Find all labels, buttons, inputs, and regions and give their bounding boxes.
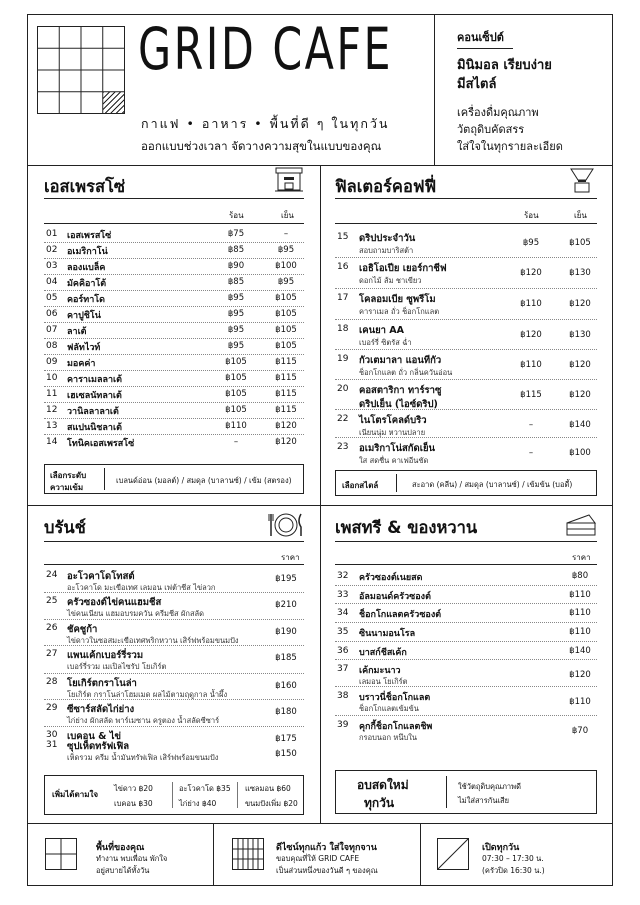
pastry-row-separator	[335, 585, 597, 586]
header-divider	[434, 14, 435, 165]
espresso-item-iced-price: ฿120	[275, 421, 297, 431]
espresso-item-iced-price: ฿105	[275, 325, 297, 335]
filter-item-name-2: ดริปเย็น (ไอซ์ดริป)	[359, 399, 438, 410]
espresso-row-separator	[44, 370, 304, 371]
espresso-item-number: 01	[46, 229, 58, 239]
addon-option: ขนมปังเพิ่ม ฿20	[245, 799, 298, 808]
footer-hours-line-1: 07:30 – 17:30 น.	[482, 854, 544, 863]
espresso-item-number: 09	[46, 357, 58, 367]
pastry-item-desc: กรอบนอก หนึบใน	[359, 733, 418, 742]
filter-title-line	[335, 198, 597, 199]
fresh-desc-2: ไม่ใส่สารกันเสีย	[458, 796, 509, 805]
footer-space-title: พื้นที่ของคุณ	[96, 843, 145, 853]
footer-divider-2	[420, 823, 421, 886]
pastry-item-number: 35	[337, 627, 349, 637]
espresso-title-line	[44, 198, 304, 199]
filter-item-iced-price: ฿140	[569, 420, 591, 430]
brunch-item-price: ฿210	[275, 600, 297, 610]
pastry-item-price: ฿110	[569, 627, 591, 637]
pastry-item-number: 36	[337, 646, 349, 656]
pastry-item-number: 38	[337, 691, 349, 701]
espresso-iced-header: เย็น	[281, 211, 294, 220]
filter-item-name: คอสตาริกา ทาร์ราซู	[359, 385, 442, 396]
espresso-row-separator	[44, 306, 304, 307]
brunch-row-separator	[44, 592, 304, 593]
brand-title: GRID CAFE	[138, 15, 393, 83]
pastry-item-number: 39	[337, 720, 349, 730]
espresso-item-iced-price: –	[283, 229, 289, 239]
filter-item-hot-price: –	[528, 420, 534, 430]
pastry-row-separator	[335, 603, 597, 604]
espresso-item-number: 06	[46, 309, 58, 319]
brunch-item-number: 28	[46, 677, 58, 687]
logo-hatch	[103, 92, 124, 113]
espresso-item-iced-price: ฿115	[275, 389, 297, 399]
pastry-price-header: ราคา	[572, 553, 591, 562]
brunch-row-separator	[44, 645, 304, 646]
espresso-hot-header: ร้อน	[229, 211, 244, 220]
espresso-row-separator	[44, 386, 304, 387]
filter-item-number: 18	[337, 324, 349, 334]
addon-option: แซลมอน ฿60	[245, 784, 291, 793]
espresso-row-separator	[44, 418, 304, 419]
espresso-item-hot-price: ฿105	[225, 357, 247, 367]
brunch-item-price: ฿190	[275, 627, 297, 637]
pastry-item-name: คุกกี้ช็อกโกแลตชิพ	[359, 722, 433, 732]
pastry-row-separator	[335, 715, 597, 716]
espresso-item-hot-price: ฿95	[227, 309, 245, 319]
espresso-item-iced-price: ฿115	[275, 373, 297, 383]
brunch-row-separator	[44, 619, 304, 620]
filter-hot-header: ร้อน	[524, 211, 539, 220]
espresso-title: เอสเพรสโซ่	[44, 177, 126, 196]
filter-item-iced-price: ฿130	[569, 268, 591, 278]
filter-item-iced-price: ฿105	[569, 238, 591, 248]
brunch-item-price: ฿185	[275, 653, 297, 663]
concept-line-1: เครื่องดื่มคุณภาพ	[457, 106, 539, 119]
espresso-item-number: 11	[46, 389, 58, 399]
filter-row-separator	[335, 437, 597, 438]
espresso-item-hot-price: ฿85	[227, 245, 245, 255]
brunch-item-number: 30	[46, 730, 58, 740]
espresso-item-number: 14	[46, 437, 58, 447]
filter-item-desc: ดอกไม้ ส้ม ชาเขียว	[359, 276, 422, 285]
filter-title: ฟิลเตอร์คอฟฟี่	[335, 177, 437, 196]
filter-row-separator	[335, 288, 597, 289]
espresso-item-hot-price: –	[233, 437, 239, 447]
espresso-item-name: มอคค่า	[67, 359, 96, 369]
style-label: เลือกสไตล์	[342, 481, 379, 490]
filter-item-number: 22	[337, 414, 349, 424]
espresso-item-iced-price: ฿120	[275, 437, 297, 447]
brunch-row-separator	[44, 699, 304, 700]
espresso-item-iced-price: ฿105	[275, 293, 297, 303]
filter-item-number: 15	[337, 232, 349, 242]
espresso-row-separator	[44, 434, 304, 435]
pastry-item-number: 33	[337, 590, 349, 600]
espresso-item-hot-price: ฿95	[227, 293, 245, 303]
espresso-item-number: 12	[46, 405, 58, 415]
espresso-row-separator	[44, 274, 304, 275]
addon-option: อะโวคาโด ฿35	[179, 784, 231, 793]
filter-item-iced-price: ฿120	[569, 360, 591, 370]
pastry-item-name: อัลมอนด์ครัวซองต์	[359, 592, 431, 602]
espresso-item-name: ลาเต้	[67, 327, 87, 337]
espresso-row-separator	[44, 402, 304, 403]
concept-line-3: ใส่ใจในทุกรายละเอียด	[457, 140, 563, 153]
espresso-item-hot-price: ฿105	[225, 373, 247, 383]
espresso-item-name: มัคคิอาโต้	[67, 279, 107, 289]
brunch-item-name: โยเกิร์ตกราโนล่า	[67, 678, 137, 689]
footer-design-title: ดีไซน์ทุกแก้ว ใส่ใจทุกจาน	[276, 843, 377, 853]
plate-cutlery-icon	[267, 511, 305, 539]
espresso-item-name: วานิลลาลาเต้	[67, 407, 119, 417]
brunch-title: บรันช์	[44, 518, 86, 537]
fresh-desc-1: ใช้วัตถุดิบคุณภาพดี	[458, 782, 521, 791]
pastry-item-name: เค้กมะนาว	[359, 666, 401, 676]
espresso-item-iced-price: ฿95	[277, 277, 295, 287]
espresso-item-number: 03	[46, 261, 58, 271]
espresso-item-name: ฟลัทไวท์	[67, 343, 101, 353]
roast-label-2: ความเข้ม	[50, 483, 84, 492]
espresso-item-name: ลองแบล็ค	[67, 263, 106, 273]
filter-row-separator	[335, 409, 597, 410]
filter-item-iced-price: ฿120	[569, 390, 591, 400]
filter-item-desc: เนียนนุ่ม หวานปลาย	[359, 428, 426, 437]
filter-item-name: โคลอมเบีย ซูพรีโม	[359, 294, 436, 305]
filter-item-hot-price: ฿95	[522, 238, 540, 248]
filter-item-iced-price: ฿130	[569, 330, 591, 340]
espresso-item-hot-price: ฿105	[225, 389, 247, 399]
filter-item-hot-price: ฿120	[520, 330, 542, 340]
pastry-item-name: ซินนามอนโรล	[359, 629, 416, 639]
pour-over-dripper-icon	[567, 166, 597, 194]
filter-item-iced-price: ฿120	[569, 299, 591, 309]
espresso-item-name: คาราเมลลาเต้	[67, 375, 122, 385]
brunch-item-desc: อะโวคาโด มะเขือเทศ เลมอน เฟต้าชีส ไข่ลวก	[67, 583, 216, 592]
brunch-row-separator	[44, 726, 304, 727]
brunch-item-desc: เบอร์รี่รวม เมเปิลไซรัป โยเกิร์ต	[67, 662, 167, 671]
filter-item-hot-price: ฿110	[520, 360, 542, 370]
pastry-row-separator	[335, 659, 597, 660]
pastry-item-price: ฿110	[569, 697, 591, 707]
brunch-item-desc: ไข่ดาวในซอสมะเขือเทศพริกหวาน เสิร์ฟพร้อมขนมปัง	[67, 636, 239, 645]
column-divider-top	[320, 165, 321, 505]
addon-option: เบคอน ฿30	[114, 799, 153, 808]
brunch-item-number: 27	[46, 649, 58, 659]
pastry-item-price: ฿70	[571, 726, 589, 736]
brunch-item-name: ซีซาร์สลัดไก่ย่าง	[67, 704, 135, 715]
brunch-item-desc: ไข่คนเนียน แฮมอบรมควัน ครีมชีส ผักสลัด	[67, 609, 204, 618]
brunch-item-number: 31	[46, 740, 58, 750]
filter-item-hot-price: ฿120	[520, 268, 542, 278]
filter-row-separator	[335, 379, 597, 380]
style-options: สะอาด (คลีน) / สมดุล (บาลานซ์) / เข้มข้น (บอดี้)	[412, 480, 573, 489]
filter-row-separator	[335, 257, 597, 258]
sub-tagline: ออกแบบช่วงเวลา จัดวางความสุขในแบบของคุณ	[141, 139, 382, 153]
espresso-header-line	[44, 223, 304, 224]
brunch-item-number: 26	[46, 623, 58, 633]
espresso-row-separator	[44, 322, 304, 323]
footer-hours-title: เปิดทุกวัน	[482, 843, 520, 853]
espresso-item-number: 04	[46, 277, 58, 287]
brunch-price-header: ราคา	[281, 553, 300, 562]
style-divider	[396, 474, 397, 492]
espresso-item-hot-price: ฿90	[227, 261, 245, 271]
filter-item-name: เคนยา AA	[359, 325, 405, 336]
cake-slice-icon	[565, 511, 597, 539]
brunch-item-number: 24	[46, 570, 58, 580]
pastry-item-price: ฿140	[569, 646, 591, 656]
filter-item-desc: สอบถามบาริสต้า	[359, 246, 414, 255]
espresso-item-name: โทนิคเอสเพรสโซ่	[67, 439, 135, 449]
footer-top-line	[27, 823, 613, 824]
filter-item-name: ไนโตรโคลด์บริว	[359, 415, 427, 426]
pastry-item-price: ฿110	[569, 590, 591, 600]
tagline: กาแฟ • อาหาร • พื้นที่ดี ๆ ในทุกวัน	[141, 116, 390, 131]
espresso-item-number: 10	[46, 373, 58, 383]
brunch-item-name: เบคอน & ไข่	[67, 731, 122, 742]
pastry-row-separator	[335, 641, 597, 642]
filter-item-hot-price: –	[528, 448, 534, 458]
concept-separator	[457, 48, 513, 49]
pastry-item-price: ฿80	[571, 571, 589, 581]
espresso-row-separator	[44, 258, 304, 259]
espresso-item-iced-price: ฿95	[277, 245, 295, 255]
filter-item-hot-price: ฿110	[520, 299, 542, 309]
filter-item-desc: ช็อกโกแลต ถั่ว กลิ่นควันอ่อน	[359, 368, 453, 377]
brunch-item-price: ฿195	[275, 574, 297, 584]
filter-item-number: 20	[337, 384, 349, 394]
espresso-item-iced-price: ฿115	[275, 405, 297, 415]
filter-item-name: อเมริกาโน่สกัดเย็น	[359, 443, 436, 454]
filter-item-hot-price: ฿115	[520, 390, 542, 400]
brunch-item-price: ฿150	[275, 749, 297, 759]
filter-item-iced-price: ฿100	[569, 448, 591, 458]
brunch-item-number: 25	[46, 596, 58, 606]
filter-item-desc: คาราเมล ถั่ว ช็อกโกแลต	[359, 307, 440, 316]
brunch-item-name: ครัวซองต์ไข่คนแฮมชีส	[67, 597, 162, 608]
brunch-header-line	[44, 564, 304, 565]
espresso-row-separator	[44, 290, 304, 291]
triangle-corner-icon	[437, 838, 469, 870]
pastry-title: เพสทรี & ของหวาน	[335, 518, 478, 537]
pastry-item-number: 34	[337, 608, 349, 618]
pastry-item-name: บราวนี่ช็อกโกแลต	[359, 693, 431, 703]
addon-label: เพิ่มได้ตามใจ	[52, 790, 99, 799]
filter-iced-header: เย็น	[574, 211, 587, 220]
brunch-item-price: ฿180	[275, 707, 297, 717]
filter-item-name: ดริปประจำวัน	[359, 233, 416, 244]
espresso-item-number: 05	[46, 293, 58, 303]
pastry-header-line	[335, 564, 597, 565]
espresso-item-name: คาปูชิโน่	[67, 311, 101, 321]
fresh-title-1: อบสดใหม่	[357, 778, 409, 792]
filter-row-separator	[335, 349, 597, 350]
espresso-item-iced-price: ฿105	[275, 309, 297, 319]
roast-label-1: เลือกระดับ	[50, 471, 87, 480]
pastry-item-price: ฿120	[569, 670, 591, 680]
pastry-item-number: 37	[337, 664, 349, 674]
espresso-item-iced-price: ฿105	[275, 341, 297, 351]
footer-hours-line-2: (ครัวปิด 16:30 น.)	[482, 866, 545, 875]
filter-header-line	[335, 223, 597, 224]
addon-divider	[172, 782, 173, 808]
column-divider-bottom	[320, 505, 321, 823]
pastry-item-number: 32	[337, 571, 349, 581]
footer-space-line-1: ทำงาน พบเพื่อน พักใจ	[96, 854, 168, 863]
filter-item-desc: เบอร์รี่ ซิตรัส ฉ่ำ	[359, 338, 412, 347]
brunch-item-name: ซุปเห็ดทรัฟเฟิล	[67, 741, 130, 752]
espresso-row-separator	[44, 354, 304, 355]
pastry-item-desc: ช็อกโกแลตเข้มข้น	[359, 704, 419, 713]
espresso-item-hot-price: ฿105	[225, 405, 247, 415]
espresso-item-iced-price: ฿115	[275, 357, 297, 367]
filter-item-name: เอธิโอเปีย เยอร์กาชีฟ	[359, 263, 447, 274]
brunch-item-number: 29	[46, 703, 58, 713]
filter-row-separator	[335, 319, 597, 320]
brunch-row-separator	[44, 673, 304, 674]
espresso-item-name: เฮเซลนัทลาเต้	[67, 391, 122, 401]
footer-divider-1	[213, 823, 214, 886]
espresso-row-separator	[44, 338, 304, 339]
brunch-item-price: ฿175	[275, 734, 297, 744]
filter-item-desc: ใส สดชื่น คาเฟอีนชัด	[359, 456, 429, 465]
espresso-item-iced-price: ฿100	[275, 261, 297, 271]
espresso-item-name: อเมริกาโน่	[67, 247, 108, 257]
brunch-item-name: ชัคชูก้า	[67, 624, 98, 635]
espresso-row-separator	[44, 242, 304, 243]
brunch-title-line	[44, 541, 304, 542]
espresso-item-number: 08	[46, 341, 58, 351]
addon-option: ไก่ย่าง ฿40	[179, 799, 217, 808]
striped-grid-icon	[232, 838, 264, 870]
concept-heading-2: มีสไตล์	[457, 77, 497, 92]
espresso-item-hot-price: ฿75	[227, 229, 245, 239]
espresso-machine-icon	[274, 166, 304, 194]
filter-item-number: 17	[337, 293, 349, 303]
concept-title: คอนเซ็ปต์	[457, 31, 504, 44]
filter-item-number: 19	[337, 354, 349, 364]
footer-space-line-2: อยู่สบายได้ทั้งวัน	[96, 866, 150, 875]
roast-divider	[104, 468, 105, 490]
concept-line-2: วัตถุดิบคัดสรร	[457, 123, 525, 136]
espresso-item-hot-price: ฿110	[225, 421, 247, 431]
brunch-item-name: แพนเค้กเบอร์รี่รวม	[67, 650, 144, 661]
pastry-item-name: บาสก์ชีสเค้ก	[359, 648, 407, 658]
espresso-item-number: 02	[46, 245, 58, 255]
espresso-item-number: 07	[46, 325, 58, 335]
espresso-item-name: สแปนนิชลาเต้	[67, 423, 122, 433]
pastry-row-separator	[335, 622, 597, 623]
pastry-item-desc: เลมอน โยเกิร์ต	[359, 677, 408, 686]
espresso-item-hot-price: ฿95	[227, 325, 245, 335]
pastry-row-separator	[335, 686, 597, 687]
roast-options: เบลนด์อ่อน (มอลต์) / สมดุล (บาลานซ์) / เข้ม (สตรอง)	[116, 476, 292, 485]
espresso-item-name: คอร์ทาโด	[67, 295, 105, 305]
brunch-item-desc: โยเกิร์ต กราโนล่าโฮมเมด ผลไม้ตามฤดูกาล น้ำผึ้ง	[67, 690, 228, 699]
grid-square-icon	[45, 838, 77, 870]
footer-design-line-2: เป็นส่วนหนึ่งของวันดี ๆ ของคุณ	[276, 866, 378, 875]
espresso-item-name: เอสเพรสโซ่	[67, 231, 112, 241]
brunch-item-name: อะโวคาโดโทสต์	[67, 571, 135, 582]
addon-divider	[237, 782, 238, 808]
espresso-item-number: 13	[46, 421, 58, 431]
footer-design-line-1: ขอบคุณที่ให้ GRID CAFE	[276, 854, 360, 863]
fresh-title-2: ทุกวัน	[364, 796, 395, 810]
addon-option: ไข่ดาว ฿20	[114, 784, 153, 793]
fresh-divider	[446, 776, 447, 808]
filter-item-number: 16	[337, 262, 349, 272]
filter-item-name: กัวเตมาลา แอนทีกัว	[359, 355, 442, 366]
espresso-item-hot-price: ฿95	[227, 341, 245, 351]
brunch-item-price: ฿160	[275, 681, 297, 691]
pastry-item-name: ช็อกโกแลตครัวซองต์	[359, 610, 442, 620]
pastry-item-name: ครัวซองต์เนยสด	[359, 573, 423, 583]
espresso-item-hot-price: ฿85	[227, 277, 245, 287]
pastry-item-price: ฿110	[569, 608, 591, 618]
filter-item-number: 23	[337, 442, 349, 452]
pastry-title-line	[335, 541, 597, 542]
concept-heading-1: มินิมอล เรียบง่าย	[457, 58, 552, 73]
brunch-item-desc: เห็ดรวม ครีม น้ำมันทรัฟเฟิล เสิร์ฟพร้อมขนมปัง	[67, 753, 219, 762]
brunch-item-desc: ไก่ย่าง ผักสลัด พาร์เมซาน ครูตอง น้ำสลัดซีซาร์	[67, 716, 220, 725]
